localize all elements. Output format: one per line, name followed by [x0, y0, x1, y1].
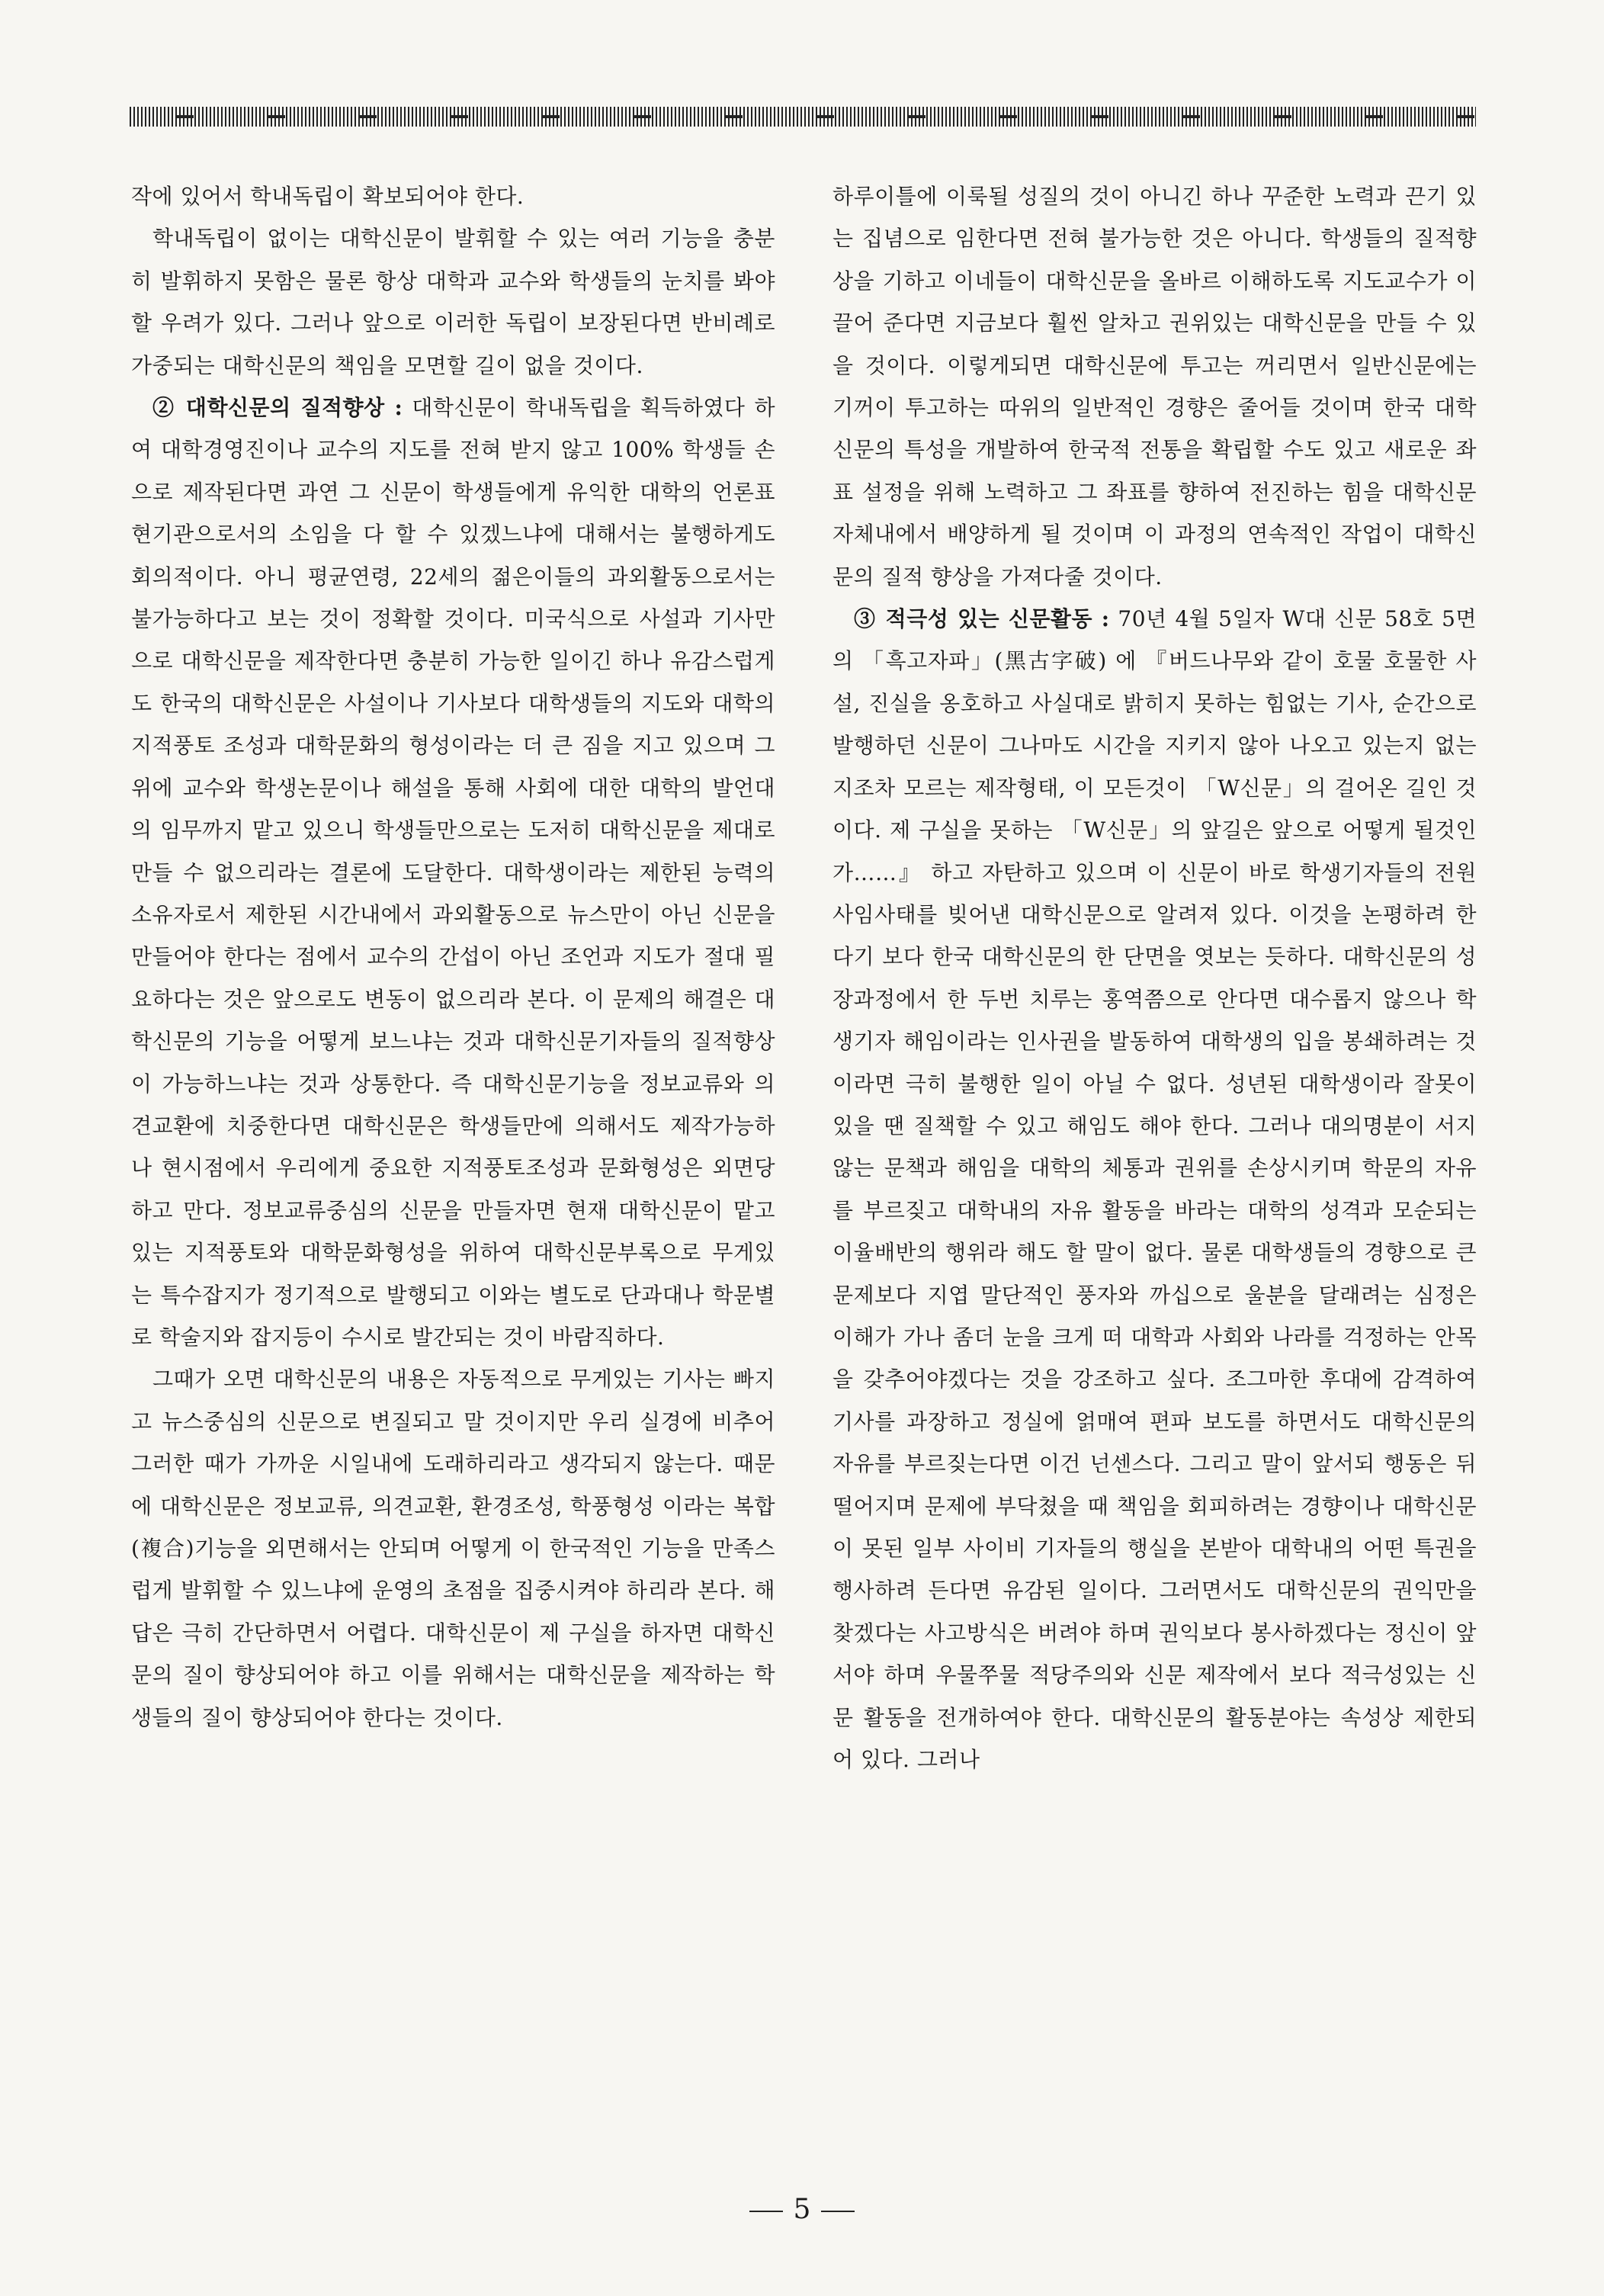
paragraph-text: 학내독립이 없이는 대학신문이 발휘할 수 있는 여러 기능을 충분히 발휘하지 못함은 물론 항상 대학과 교수와 학생들의 눈치를 봐야 할 우려가 있다. 그러나 앞으로 이러한 독립이 보장된다면 반비례로 가중되는 대학신문의 책임을 모면할 길이 없을 것이다.	[131, 226, 775, 378]
section-heading: ③ 적극성 있는 신문활동 :	[854, 606, 1110, 632]
paragraph-text: 작에 있어서 학내독립이 확보되어야 한다.	[131, 184, 525, 209]
dash-right	[821, 2211, 855, 2212]
paragraph-text: 대학신문이 학내독립을 획득하였다 하여 대학경영진이나 교수의 지도를 전혀 받지 않고 100% 학생들 손으로 제작된다면 과연 그 신문이 학생들에게 유익한 대학의 언론표현기관으로서의 소임을 다 할 수 있겠느냐에 대해서는 불행하게도 회의적이다. 아니 평균연령, 22세의 젊은이들의 과외활동으로서는 불가능하다고 보는 것이 정확할 것이다. 미국식으로 사설과 기사만으로 대학신문을 제작한다면 충분히 가능한 일이긴 하나 유감스럽게도 한국의 대학신문은 사설이나 기사보다 대학생들의 지도와 대학의 지적풍토 조성과 대학문화의 형성이라는 더 큰 짐을 지고 있으며 그위에 교수와 학생논문이나 해설을 통해 사회에 대한 대학의 발언대의 임무까지 맡고 있으니 학생들만으로는 도저히 대학신문을 제대로 만들 수 없으리라는 결론에 도달한다. 대학생이라는 제한된 능력의 소유자로서 제한된 시간내에서 과외활동으로 뉴스만이 아닌 신문을 만들어야 한다는 점에서 교수의 간섭이 아닌 조언과 지도가 절대 필요하다는 것은 앞으로도 변동이 없으리라 본다. 이 문제의 해결은 대학신문의 기능을 어떻게 보느냐는 것과 대학신문기자들의 질적향상이 가능하느냐는 것과 상통한다. 즉 대학신문기능을 정보교류와 의견교환에 치중한다면 대학신문은 학생들만에 의해서도 제작가능하나 현시점에서 우리에게 중요한 지적풍토조성과 문화형성은 외면당하고 만다. 정보교류중심의 신문을 만들자면 현재 대학신문이 맡고 있는 지적풍토와 대학문화형성을 위하여 대학신문부록으로 무게있는 특수잡지가 정기적으로 발행되고 이와는 별도로 단과대나 학문별로 학술지와 잡지등이 수시로 발간되는 것이 바람직하다.	[131, 395, 776, 1350]
right-column	[832, 175, 1477, 1781]
paragraph	[832, 175, 1477, 598]
paragraph	[131, 217, 775, 387]
dash-left	[749, 2211, 783, 2212]
paragraph-text: 그때가 오면 대학신문의 내용은 자동적으로 무게있는 기사는 빠지고 뉴스중심의 신문으로 변질되고 말 것이지만 우리 실경에 비추어 그러한 때가 가까운 시일내에 도래하리라고 생각되지 않는다. 때문에 대학신문은 정보교류, 의견교환, 환경조성, 학풍형성 이라는 복합(複合)기능을 외면해서는 안되며 어떻게 이 한국적인 기능을 만족스럽게 발휘할 수 있느냐에 운영의 초점을 집중시켜야 하리라 본다. 해답은 극히 간단하면서 어렵다. 대학신문이 제 구실을 하자면 대학신문의 질이 향상되어야 하고 이를 위해서는 대학신문을 제작하는 학생들의 질이 향상되어야 한다는 것이다.	[131, 1366, 775, 1730]
paragraph-text: 70년 4월 5일자 W대 신문 58호 5면의 「흑고자파」(黑古字破) 에 『버드나무와 같이 호물 호물한 사설, 진실을 옹호하고 사실대로 밝히지 못하는 힘없는 기사, 순간으로 발행하던 신문이 그나마도 시간을 지키지 않아 나오고 있는지 없는지조차 모르는 제작형태, 이 모든것이 「W신문」의 걸어온 길인 것이다. 제 구실을 못하는 「W신문」의 앞길은 앞으로 어떻게 될것인가……』 하고 자탄하고 있으며 이 신문이 바로 학생기자들의 전원 사임사태를 빚어낸 대학신문으로 알려져 있다. 이것을 논평하려 한다기 보다 한국 대학신문의 한 단면을 엿보는 듯하다. 대학신문의 성장과정에서 한 두번 치루는 홍역쯤으로 안다면 대수롭지 않으나 학생기자 해임이라는 인사권을 발동하여 대학생의 입을 봉쇄하려는 것이라면 극히 불행한 일이 아닐 수 없다. 성년된 대학생이라 잘못이 있을 땐 질책할 수 있고 해임도 해야 한다. 그러나 대의명분이 서지 않는 문책과 해임을 대학의 체통과 권위를 손상시키며 학문의 자유를 부르짖고 대학내의 자유 활동을 바라는 대학의 성격과 모순되는 이율배반의 행위라 해도 할 말이 없다. 물론 대학생들의 경향으로 큰 문제보다 지엽 말단적인 풍자와 까십으로 울분을 달래려는 심정은 이해가 가나 좀더 눈을 크게 떠 대학과 사회와 나라를 걱정하는 안목을 갖추어야겠다는 것을 강조하고 싶다. 조그마한 후대에 감격하여 기사를 과장하고 정실에 얽매여 편파 보도를 하면서도 대학신문의 자유를 부르짖는다면 이건 넌센스다. 그리고 말이 앞서되 행동은 뒤떨어지며 문제에 부닥쳤을 때 책임을 회피하려는 경향이나 대학신문이 못된 일부 사이비 기자들의 행실을 본받아 대학내의 어떤 특권을 행사하려 든다면 유감된 일이다. 그러면서도 대학신문의 권익만을 찾겠다는 사고방식은 버려야 하며 권익보다 봉사하겠다는 정신이 앞서야 하며 우물쭈물 적당주의와 신문 제작에서 보다 적극성있는 신문 활동을 전개하여야 한다. 대학신문의 활동분야는 속성상 제한되어 있다. 그러나	[832, 606, 1477, 1773]
section-heading: ② 대학신문의 질적향상 :	[152, 395, 403, 421]
left-column	[131, 175, 775, 1739]
paragraph	[832, 598, 1477, 1781]
page-number	[0, 2194, 1604, 2225]
paragraph	[131, 1358, 775, 1739]
paragraph	[131, 387, 775, 1358]
paragraph-text: 하루이틀에 이룩될 성질의 것이 아니긴 하나 꾸준한 노력과 끈기 있는 집념으로 임한다면 전혀 불가능한 것은 아니다. 학생들의 질적향상을 기하고 이네들이 대학신문을 올바르 이해하도록 지도교수가 이끌어 준다면 지금보다 훨씬 알차고 권위있는 대학신문을 만들 수 있을 것이다. 이렇게되면 대학신문에 투고는 꺼리면서 일반신문에는 기꺼이 투고하는 따위의 일반적인 경향은 줄어들 것이며 한국 대학신문의 특성을 개발하여 한국적 전통을 확립할 수도 있고 새로운 좌표 설정을 위해 노력하고 그 좌표를 향하여 전진하는 힘을 대학신문 자체내에서 배양하게 될 것이며 이 과정의 연속적인 작업이 대학신문의 질적 향상을 가져다줄 것이다.	[832, 184, 1477, 589]
page-number-text: 5	[793, 2194, 811, 2225]
top-ornament-border	[130, 107, 1476, 127]
paragraph	[131, 175, 775, 217]
